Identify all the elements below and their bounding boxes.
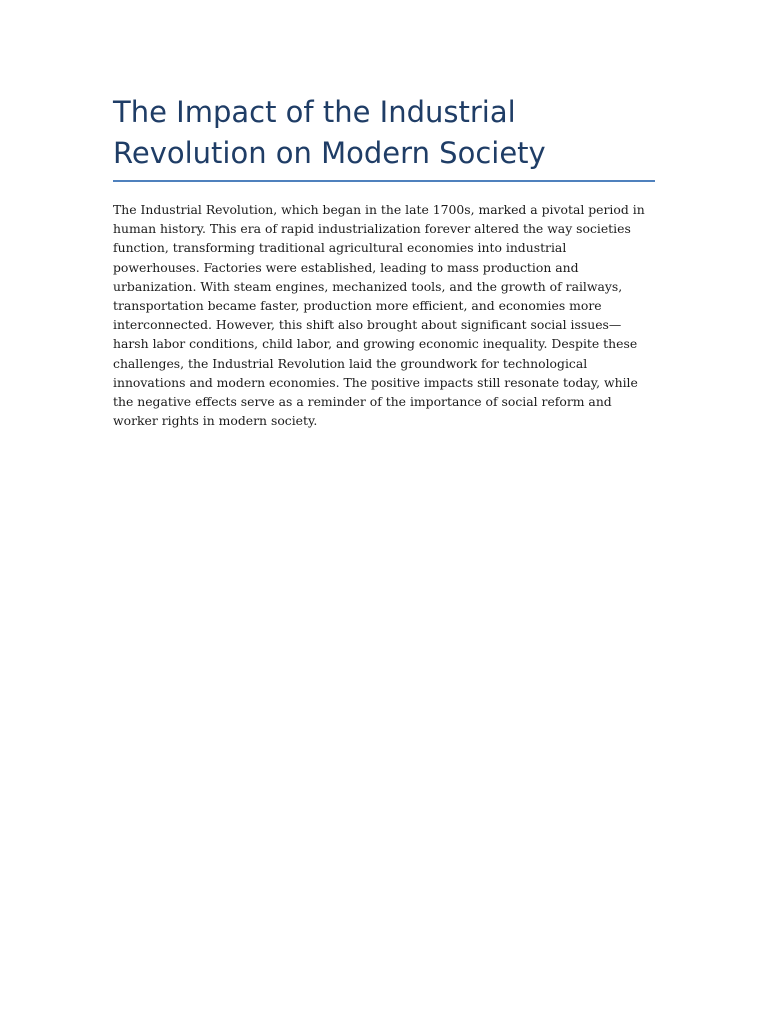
- document-content: [113, 92, 655, 430]
- title-divider: [113, 180, 655, 182]
- document-title: The Impact of the Industrial Revolution on Modern Society: [113, 95, 546, 170]
- body-paragraph: The Industrial Revolution, which began in the late 1700s, marked a pivotal period in human history. This era of rapid industrialization forever altered the way societies function, transforming traditional agricultural economies into industrial powerhouses. Factories were established, leading to mass production and urbanization. With steam engines, mechanized tools, and the growth of railways, transportation became faster, production more efficient, and economies more interconnected. However, this shift also brought about significant social issues—harsh labor conditions, child labor, and growing economic inequality. Despite these challenges, the Industrial Revolution laid the groundwork for technological innovations and modern economies. The positive impacts still resonate today, while the negative effects serve as a reminder of the importance of social reform and worker rights in modern society.: [113, 202, 645, 429]
